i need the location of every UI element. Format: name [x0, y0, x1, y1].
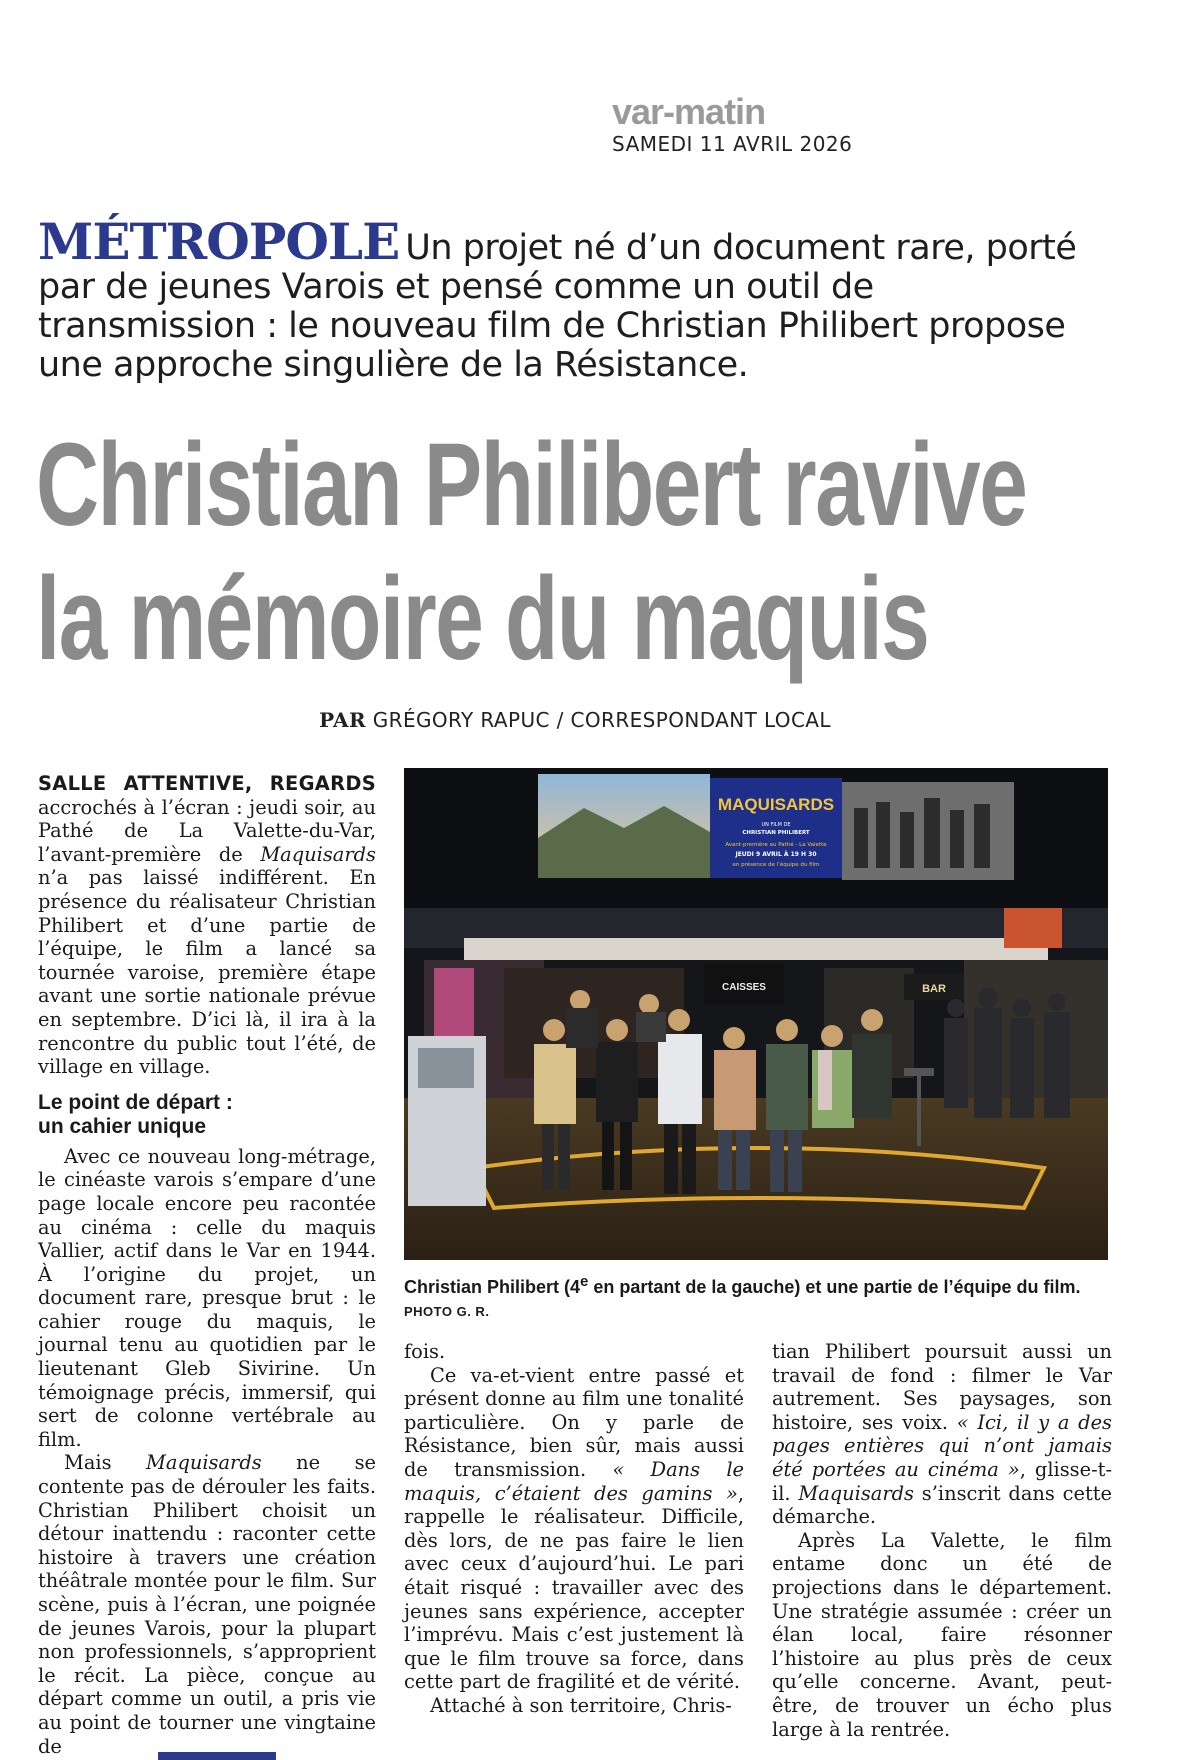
paragraph-4-text-b: , rappelle le réalisateur. Difficile, dès lors, de ne pas faire le lien avec ceux d’aujourd’hui. Le pari était risqué : travailler avec des jeunes sans expérience, accepter l’imprévu. Mais c’est justement là que le film trouve sa force, dans cette part de fragilité et de vérité.	[404, 1481, 744, 1694]
article-photo	[404, 768, 1108, 1260]
paragraph-5	[772, 1340, 1112, 1529]
section-rubric: MÉTROPOLE	[38, 212, 400, 271]
paragraph-5-text-b: tian Philibert poursuit aussi un travail de fond : filmer le Var autrement. Ses paysages, son histoire, ses voix.	[772, 1340, 1112, 1434]
film-title-ref: Maquisards	[798, 1481, 915, 1505]
byline-par: PAR	[319, 708, 366, 732]
subheading-line-1: Le point de départ :	[38, 1090, 233, 1114]
footer-accent-bar	[158, 1752, 276, 1760]
paragraph-3-end: fois.	[404, 1340, 446, 1363]
screen-line1: Avant-première au Pathé - La Valette	[725, 842, 827, 848]
photo-credit: PHOTO G. R.	[404, 1304, 490, 1319]
caption-text-a: Christian Philibert (4	[404, 1277, 581, 1297]
sign-caisses: CAISSES	[722, 982, 766, 993]
paragraph-4-text-a: Ce va-et-vient entre passé et présent donne au film une tonalité particulière. On y parle de Résistance, bien sûr, mais aussi de transmission.	[404, 1363, 744, 1481]
paragraph-3	[38, 1451, 376, 1758]
byline-author: GRÉGORY RAPUC / CORRESPONDANT LOCAL	[372, 708, 831, 732]
standfirst-text: Un projet né d’un document rare, porté par de jeunes Varois et pensé comme un outil de transmission : le nouveau film de Christian Philibert propose une approche singulière de la Résistance.	[38, 228, 1077, 385]
caption-text-b: en partant de la gauche) et une partie de l’équipe du film.	[588, 1277, 1081, 1297]
masthead	[612, 92, 1032, 156]
paragraph-5-start: Attaché à son territoire, Chris-	[430, 1693, 732, 1717]
article-headline	[36, 418, 1027, 686]
sign-bar: BAR	[922, 983, 946, 995]
newspaper-logo: var-matin	[612, 91, 766, 132]
film-title-ref: Maquisards	[260, 842, 376, 866]
paragraph-6: Après La Valette, le film entame donc un été de projections dans le département. Une stratégie assumée : créer un élan local, faire résonner l’histoire au plus près de ceux qu’elle concerne. Avant, peut-être, de trouver un écho plus large à la rentrée.	[772, 1528, 1112, 1741]
screen-sub2: CHRISTIAN PHILIBERT	[742, 830, 810, 836]
paragraph-3-text-a: Mais	[64, 1451, 147, 1475]
article-column-1	[38, 772, 376, 1758]
paragraph-4	[404, 1364, 744, 1694]
subheading-line-2: un cahier unique	[38, 1114, 207, 1138]
screen-sub1: UN FILM DE	[761, 822, 791, 828]
article-column-3	[772, 1340, 1112, 1741]
headline-line-2: la mémoire du maquis	[36, 553, 929, 685]
quote: « Dans le maquis, c’étaient des gamins »	[404, 1457, 744, 1505]
screen-line2: JEUDI 9 AVRIL À 19 H 30	[735, 851, 817, 858]
paragraph-5-text-c: , glisse-t-il.	[772, 1457, 1112, 1505]
paragraph-1-text-a: accrochés à l’écran : jeudi soir, au Pathé de La Valette-du-Var, l’avant-première de	[38, 795, 376, 866]
photo-caption	[404, 1270, 1104, 1323]
paragraph-5-text-d: s’inscrit dans cette démarche.	[772, 1481, 1112, 1529]
screen-title: MAQUISARDS	[717, 795, 835, 814]
quote: « Ici, il y a des pages entières qui n’ont jamais été portées au cinéma »	[772, 1410, 1113, 1481]
cinema-lobby-photo	[404, 768, 1108, 1260]
byline	[0, 708, 1150, 732]
paragraph-1-text-b: n’a pas laissé indifférent. En présence du réalisateur Christian Philibert et d’une partie de l’équipe, le film a lancé sa tournée varoise, première étape avant une sortie nationale prévue en septembre. D’ici là, il ira à la rencontre du public tout l’été, de village en village.	[38, 866, 376, 1079]
screen-line3: en présence de l’équipe du film	[732, 862, 820, 868]
article-column-2	[404, 1340, 744, 1718]
caption-superscript: e	[580, 1273, 589, 1290]
paragraph-2: Avec ce nouveau long-métrage, le cinéaste varois s’empare d’une page locale encore peu racontée au cinéma : celle du maquis Vallier, actif dans le Var en 1944. À l’origine du projet, un document rare, presque brut : le cahier rouge du maquis, le journal tenu au quotidien par le lieutenant Gleb Sivirine. Un témoignage précis, immersif, qui sert de colonne vertébrale au film.	[38, 1144, 376, 1451]
headline-line-1: Christian Philibert ravive	[36, 419, 1027, 551]
lead-in-caps: SALLE ATTENTIVE, REGARDS	[38, 772, 376, 795]
film-title-ref: Maquisards	[146, 1451, 262, 1475]
subheading	[38, 1091, 376, 1139]
paragraph-1	[38, 772, 376, 1079]
issue-date: SAMEDI 11 AVRIL 2026	[612, 132, 853, 156]
article-standfirst	[38, 212, 1078, 385]
paragraph-3-text-b: ne se contente pas de dérouler les faits. Christian Philibert choisit un détour inattendu : raconter cette histoire à travers une création théâtrale montée pour le film. Sur scène, puis à l’écran, une poignée de jeunes Varois, pour la plupart non professionnels, s’approprient le récit. La pièce, conçue au départ comme un outil, a pris vie au point de tourner une vingtaine de	[38, 1451, 377, 1758]
